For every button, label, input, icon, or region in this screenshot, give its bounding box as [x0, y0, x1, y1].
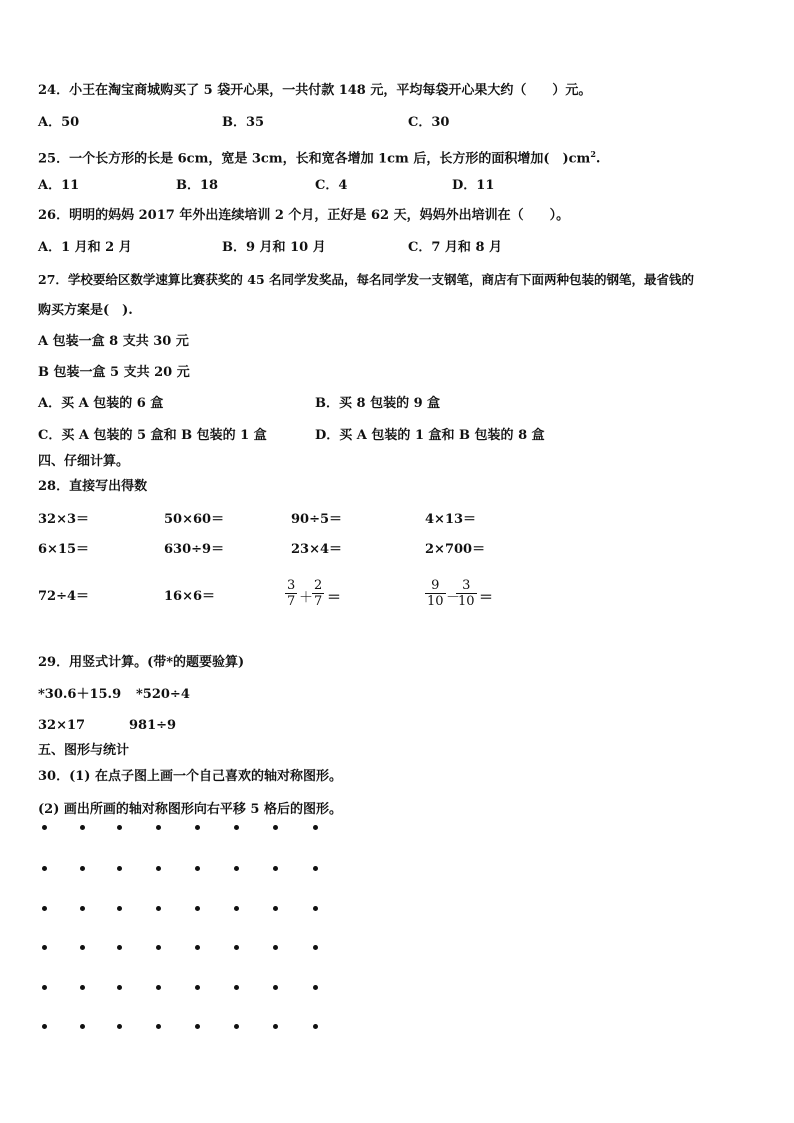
grid-dot[interactable]	[313, 1024, 318, 1029]
q26-option-a: A．1 月和 2 月	[38, 240, 132, 255]
numerator: 3	[287, 578, 296, 593]
q24-stem: 24．小王在淘宝商城购买了 5 袋开心果，一共付款 148 元，平均每袋开心果大约（ ）元。	[38, 83, 592, 98]
grid-dot[interactable]	[156, 906, 161, 911]
q24-option-a: A．50	[38, 115, 80, 130]
q25-option-c: C．4	[315, 178, 348, 193]
grid-dot[interactable]	[80, 825, 85, 830]
q28-r1-c2: 50×60＝	[164, 512, 225, 527]
denominator: 7	[287, 594, 296, 609]
grid-dot[interactable]	[156, 866, 161, 871]
q29-r1-c2: *520÷4	[136, 687, 190, 702]
denominator: 10	[458, 594, 475, 609]
grid-dot[interactable]	[117, 985, 122, 990]
q25-stem	[38, 146, 600, 167]
denominator: 7	[314, 594, 323, 609]
grid-dot[interactable]	[195, 906, 200, 911]
grid-dot[interactable]	[42, 945, 47, 950]
fraction-3-10	[456, 578, 477, 609]
q25-stem-end: .	[595, 151, 601, 167]
fraction-2-7	[312, 578, 324, 609]
grid-dot[interactable]	[313, 906, 318, 911]
grid-dot[interactable]	[234, 866, 239, 871]
grid-dot[interactable]	[195, 985, 200, 990]
q24-option-c: C．30	[408, 115, 450, 130]
numerator: 9	[431, 578, 440, 593]
q28-r3-c2: 16×6＝	[164, 589, 216, 604]
grid-dot[interactable]	[195, 825, 200, 830]
grid-dot[interactable]	[234, 1024, 239, 1029]
grid-dot[interactable]	[273, 945, 278, 950]
denominator: 10	[427, 594, 444, 609]
grid-dot[interactable]	[80, 985, 85, 990]
grid-dot[interactable]	[117, 906, 122, 911]
grid-dot[interactable]	[313, 985, 318, 990]
q29-r2-c1: 32×17	[38, 718, 86, 733]
grid-dot[interactable]	[42, 985, 47, 990]
q27-stem-line2: 购买方案是( ).	[38, 303, 133, 318]
grid-dot[interactable]	[234, 906, 239, 911]
grid-dot[interactable]	[273, 985, 278, 990]
q28-r3-c1: 72÷4＝	[38, 589, 90, 604]
q28-r2-c2: 630÷9＝	[164, 542, 225, 557]
grid-dot[interactable]	[117, 825, 122, 830]
q28-r1-c3: 90÷5＝	[291, 512, 343, 527]
q30-line1: 30．(1) 在点子图上画一个自己喜欢的轴对称图形。	[38, 769, 342, 784]
q28-r1-c1: 32×3＝	[38, 512, 90, 527]
grid-dot[interactable]	[80, 906, 85, 911]
q25-option-b: B．18	[176, 178, 219, 193]
grid-dot[interactable]	[195, 1024, 200, 1029]
grid-dot[interactable]	[273, 825, 278, 830]
grid-dot[interactable]	[234, 985, 239, 990]
grid-dot[interactable]	[80, 1024, 85, 1029]
q28-r1-c4: 4×13＝	[425, 512, 477, 527]
plus-operator: ＋	[299, 590, 313, 606]
grid-dot[interactable]	[273, 906, 278, 911]
grid-dot[interactable]	[42, 906, 47, 911]
grid-dot[interactable]	[273, 866, 278, 871]
q27-option-b: B．买 8 包装的 9 盒	[315, 396, 441, 411]
q26-option-b: B．9 月和 10 月	[222, 240, 326, 255]
grid-dot[interactable]	[195, 945, 200, 950]
q29-r1-c1: *30.6＋15.9	[38, 687, 122, 702]
q27-option-c: C．买 A 包装的 5 盒和 B 包装的 1 盒	[38, 428, 267, 443]
fraction-3-7	[285, 578, 297, 609]
grid-dot[interactable]	[313, 825, 318, 830]
q28-r2-c1: 6×15＝	[38, 542, 90, 557]
q27-pack-a: A 包装一盒 8 支共 30 元	[38, 334, 189, 349]
grid-dot[interactable]	[42, 866, 47, 871]
q28-r2-c4: 2×700＝	[425, 542, 486, 557]
grid-dot[interactable]	[156, 945, 161, 950]
q29-title: 29．用竖式计算。(带*的题要验算)	[38, 655, 245, 670]
grid-dot[interactable]	[313, 866, 318, 871]
q26-stem: 26．明明的妈妈 2017 年外出连续培训 2 个月，正好是 62 天，妈妈外出培训在（ ）。	[38, 208, 570, 223]
grid-dot[interactable]	[80, 866, 85, 871]
grid-dot[interactable]	[273, 1024, 278, 1029]
q27-option-d: D．买 A 包装的 1 盒和 B 包装的 8 盒	[315, 428, 545, 443]
fraction-9-10	[425, 578, 446, 609]
grid-dot[interactable]	[42, 1024, 47, 1029]
section5-title: 五、图形与统计	[38, 743, 130, 758]
q27-pack-b: B 包装一盒 5 支共 20 元	[38, 365, 190, 380]
grid-dot[interactable]	[117, 945, 122, 950]
grid-dot[interactable]	[42, 825, 47, 830]
grid-dot[interactable]	[156, 985, 161, 990]
numerator: 2	[314, 578, 323, 593]
q28-title: 28．直接写出得数	[38, 479, 148, 494]
grid-dot[interactable]	[234, 825, 239, 830]
q24-option-b: B．35	[222, 115, 265, 130]
q29-r2-c2: 981÷9	[129, 718, 177, 733]
q25-option-a: A．11	[38, 178, 80, 193]
minus-operator: －	[446, 590, 460, 606]
section4-title: 四、仔细计算。	[38, 454, 130, 469]
grid-dot[interactable]	[195, 866, 200, 871]
equals-sign: ＝	[327, 590, 341, 606]
grid-dot[interactable]	[234, 945, 239, 950]
grid-dot[interactable]	[117, 1024, 122, 1029]
q27-stem-line1: 27．学校要给区数学速算比赛获奖的 45 名同学发奖品，每名同学发一支钢笔，商店有下面两种包装的钢笔，最省钱的	[38, 272, 694, 287]
grid-dot[interactable]	[117, 866, 122, 871]
q25-stem-sup: 2	[590, 149, 596, 159]
q28-r2-c3: 23×4＝	[291, 542, 343, 557]
q27-option-a: A．买 A 包装的 6 盒	[38, 396, 164, 411]
numerator: 3	[462, 578, 471, 593]
grid-dot[interactable]	[313, 945, 318, 950]
grid-dot[interactable]	[156, 1024, 161, 1029]
grid-dot[interactable]	[80, 945, 85, 950]
q26-option-c: C．7 月和 8 月	[408, 240, 503, 255]
q30-line2: (2) 画出所画的轴对称图形向右平移 5 格后的图形。	[38, 802, 342, 817]
q25-stem-text: 25．一个长方形的长是 6cm，宽是 3cm，长和宽各增加 1cm 后，长方形的面积增加( )cm	[38, 151, 591, 167]
grid-dot[interactable]	[156, 825, 161, 830]
q25-option-d: D．11	[452, 178, 495, 193]
equals-sign: ＝	[479, 590, 493, 606]
